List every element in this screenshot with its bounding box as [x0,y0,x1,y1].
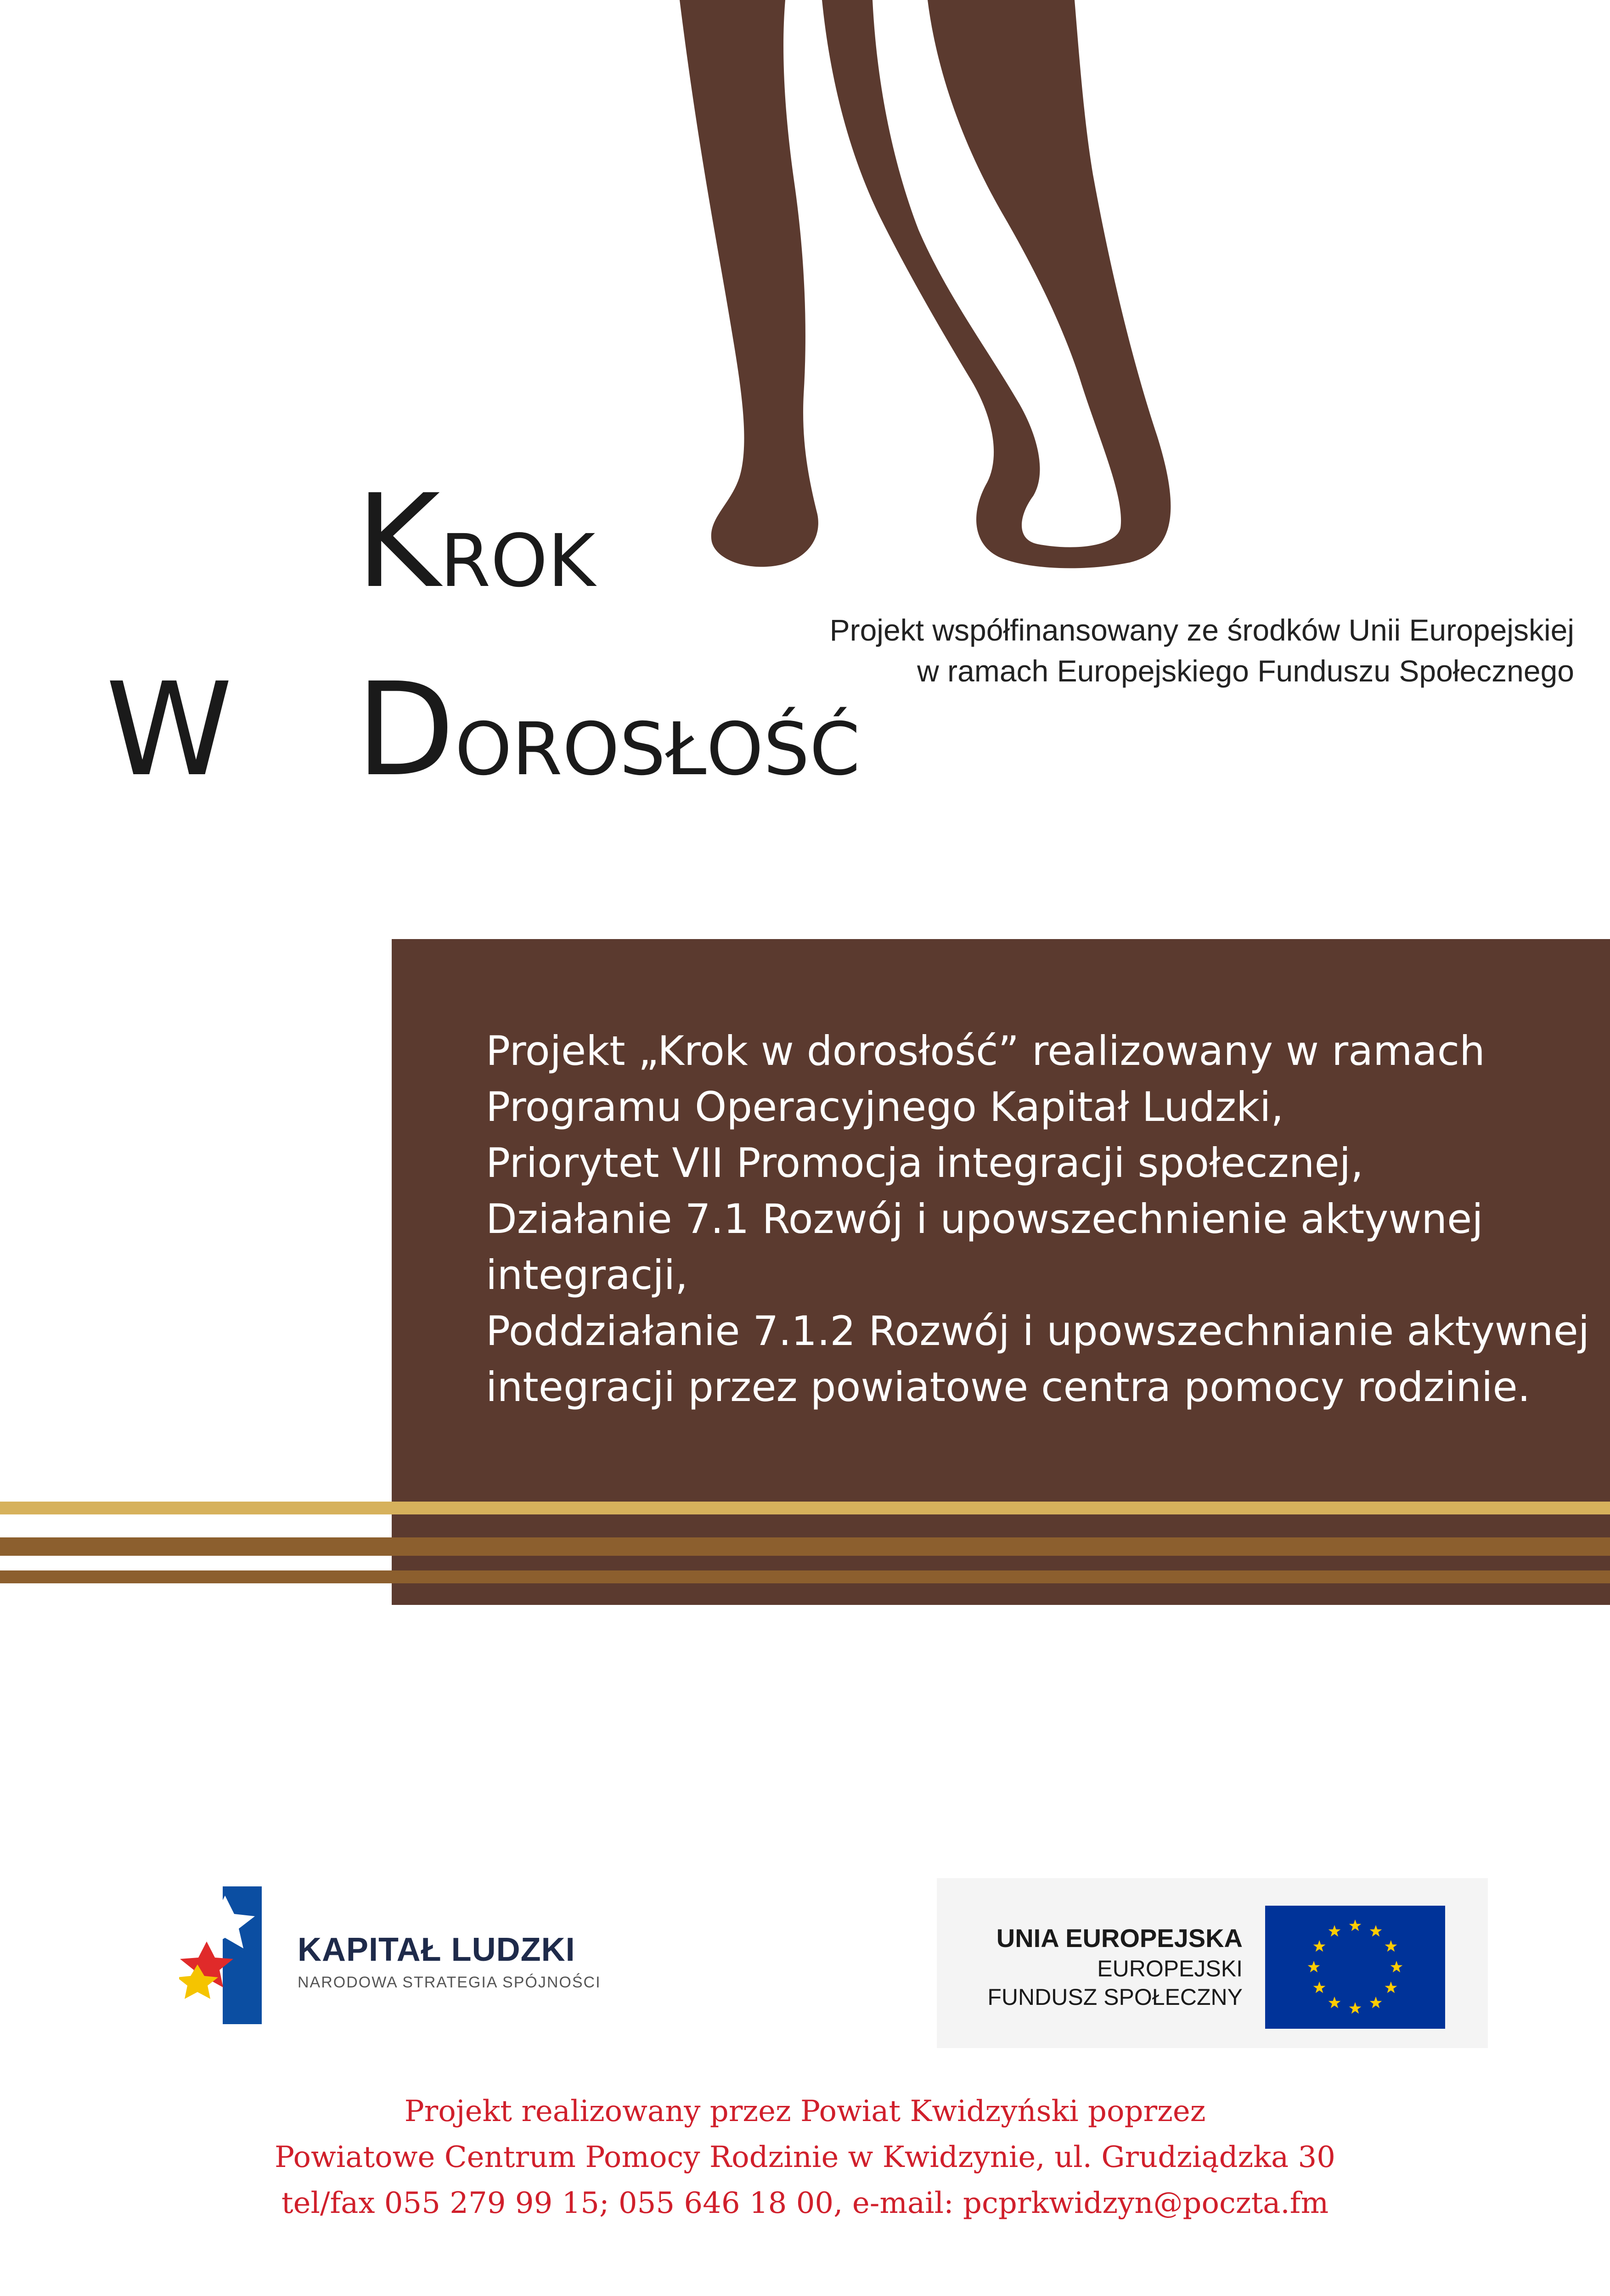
panel-text [486,1023,1588,1415]
cofunding-line-1: Projekt współfinansowany ze środków Unii Europejskiej [829,613,1574,647]
footer-line-3: tel/fax 055 279 99 15; 055 646 18 00, e-mail: pcprkwidzyn@poczta.fm [281,2186,1329,2220]
cofunding-note [830,610,1574,692]
cofunding-line-2: w ramach Europejskiego Funduszu Społecznego [917,654,1574,688]
kapital-ludzki-logo-icon [179,1886,271,2024]
title-krok-rest: ROK [440,519,596,603]
eu-logo-text [987,1922,1243,2011]
title-krok [356,467,596,617]
title-krok-initial: K [356,467,440,617]
footer-line-2: Powiatowe Centrum Pomocy Rodzinie w Kwidzynie, ul. Grudziądzka 30 [275,2140,1335,2174]
eu-line-1: UNIA EUROPEJSKA [996,1924,1243,1953]
brown-stripe-2 [0,1570,1610,1583]
panel-line: Programu Operacyjnego Kapitał Ludzki, [486,1083,1284,1131]
panel-line: Priorytet VII Promocja integracji społecznej, [486,1139,1364,1187]
title-dorosl [356,655,861,805]
title-w: W [106,655,233,805]
gold-stripe [0,1502,1610,1514]
brown-stripe-1 [0,1537,1610,1556]
feet-illustration [670,0,1240,569]
panel-line: Projekt „Krok w dorosłość” realizowany w ramach [486,1027,1485,1075]
panel-line: Działanie 7.1 Rozwój i upowszechnienie aktywnej [486,1195,1483,1243]
kapital-ludzki-name: KAPITAŁ LUDZKI [298,1931,575,1968]
title-dorosl-initial: D [356,655,455,805]
eu-flag-icon [1265,1906,1445,2029]
panel-line: integracji przez powiatowe centra pomocy rodzinie. [486,1363,1531,1411]
eu-line-3: FUNDUSZ SPOŁECZNY [987,1984,1243,2010]
left-foot-shape [680,0,818,567]
footer [0,2088,1610,2226]
kapital-ludzki-subtitle: NARODOWA STRATEGIA SPÓJNOŚCI [298,1974,601,1991]
panel-line: integracji, [486,1251,688,1299]
panel-line: Poddziałanie 7.1.2 Rozwój i upowszechnianie aktywnej [486,1307,1590,1355]
footer-line-1: Projekt realizowany przez Powiat Kwidzyński poprzez [404,2094,1206,2128]
title-dorosl-rest: OROSŁOŚĆ [455,707,861,792]
eu-line-2: EUROPEJSKI [1097,1956,1243,1981]
